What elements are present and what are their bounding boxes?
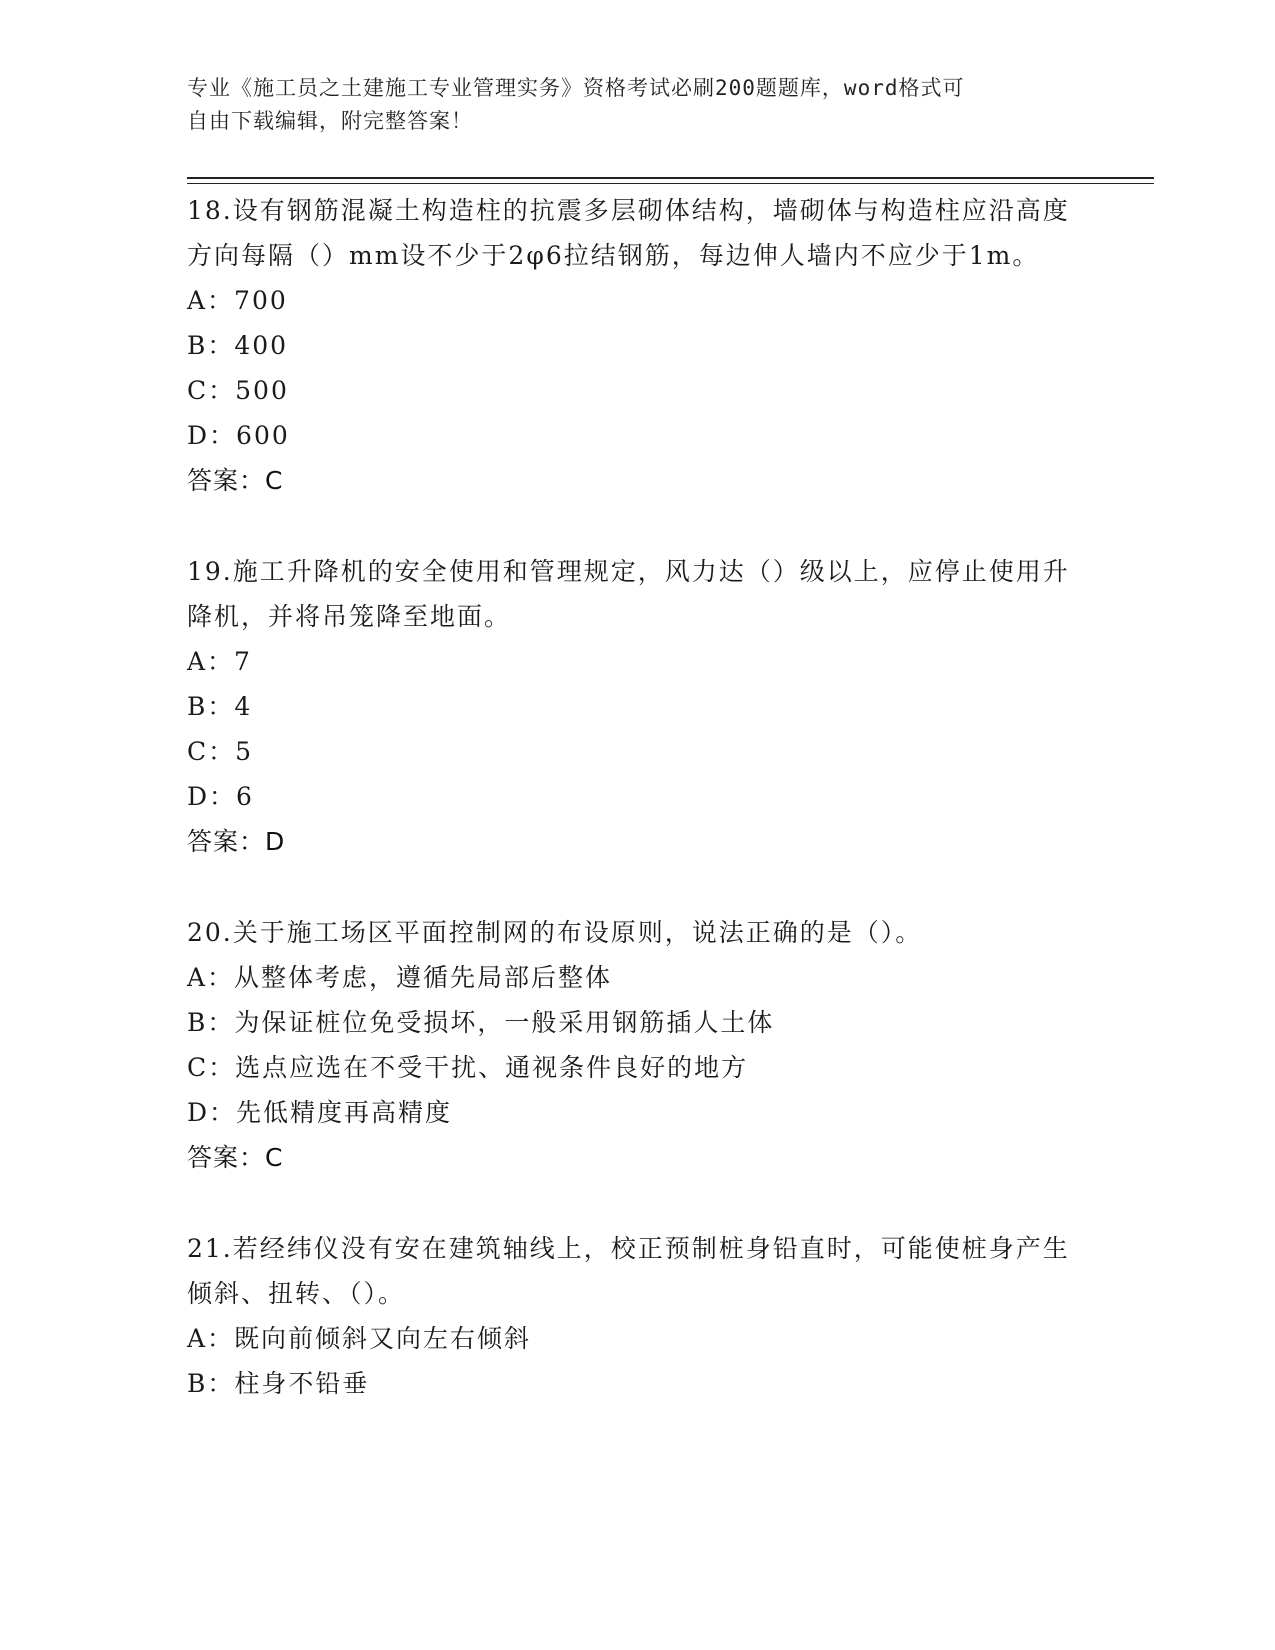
- option-d: D：先低精度再高精度: [187, 1098, 453, 1127]
- question-text: 18.设有钢筋混凝土构造柱的抗震多层砌体结构，墙砌体与构造柱应沿高度方向每隔（）mm设不少于2φ6拉结钢筋，每边伸人墙内不应少于1m。: [187, 196, 1070, 270]
- option-a: A：7: [187, 647, 252, 676]
- question-text: 19.施工升降机的安全使用和管理规定，风力达（）级以上，应停止使用升降机，并将吊笼降至地面。: [187, 557, 1070, 631]
- header-divider-thin: [187, 183, 1154, 184]
- option-d: D：6: [187, 782, 254, 811]
- answer-line: 答案：C: [187, 1143, 284, 1172]
- option-c: C：500: [187, 376, 289, 405]
- answer-line: 答案：C: [187, 466, 284, 495]
- option-a: A：700: [187, 286, 288, 315]
- option-a: A：既向前倾斜又向左右倾斜: [187, 1324, 532, 1353]
- option-c: C：选点应选在不受干扰、通视条件良好的地方: [187, 1053, 749, 1082]
- question-18: [187, 188, 1087, 503]
- option-a: A：从整体考虑，遵循先局部后整体: [187, 963, 613, 992]
- question-19: [187, 549, 1087, 864]
- document-header: [187, 72, 1067, 138]
- option-b: B：4: [187, 692, 253, 721]
- option-c: C：5: [187, 737, 254, 766]
- header-line-1: 专业《施工员之土建施工专业管理实务》资格考试必刷200题题库，word格式可: [187, 76, 965, 100]
- option-d: D：600: [187, 421, 290, 450]
- header-divider-thick: [187, 177, 1154, 179]
- question-20: [187, 910, 1087, 1180]
- option-b: B：为保证桩位免受损坏，一般采用钢筋插人土体: [187, 1008, 775, 1037]
- option-b: B：400: [187, 331, 289, 360]
- question-text: 21.若经纬仪没有安在建筑轴线上，校正预制桩身铅直时，可能使桩身产生倾斜、扭转、（）。: [187, 1234, 1070, 1308]
- question-21: [187, 1226, 1087, 1406]
- answer-line: 答案：D: [187, 827, 286, 856]
- question-text: 20.关于施工场区平面控制网的布设原则，说法正确的是（）。: [187, 918, 923, 947]
- header-line-2: 自由下载编辑，附完整答案！: [187, 109, 473, 133]
- question-list: [187, 188, 1087, 1452]
- option-b: B：柱身不铅垂: [187, 1369, 370, 1398]
